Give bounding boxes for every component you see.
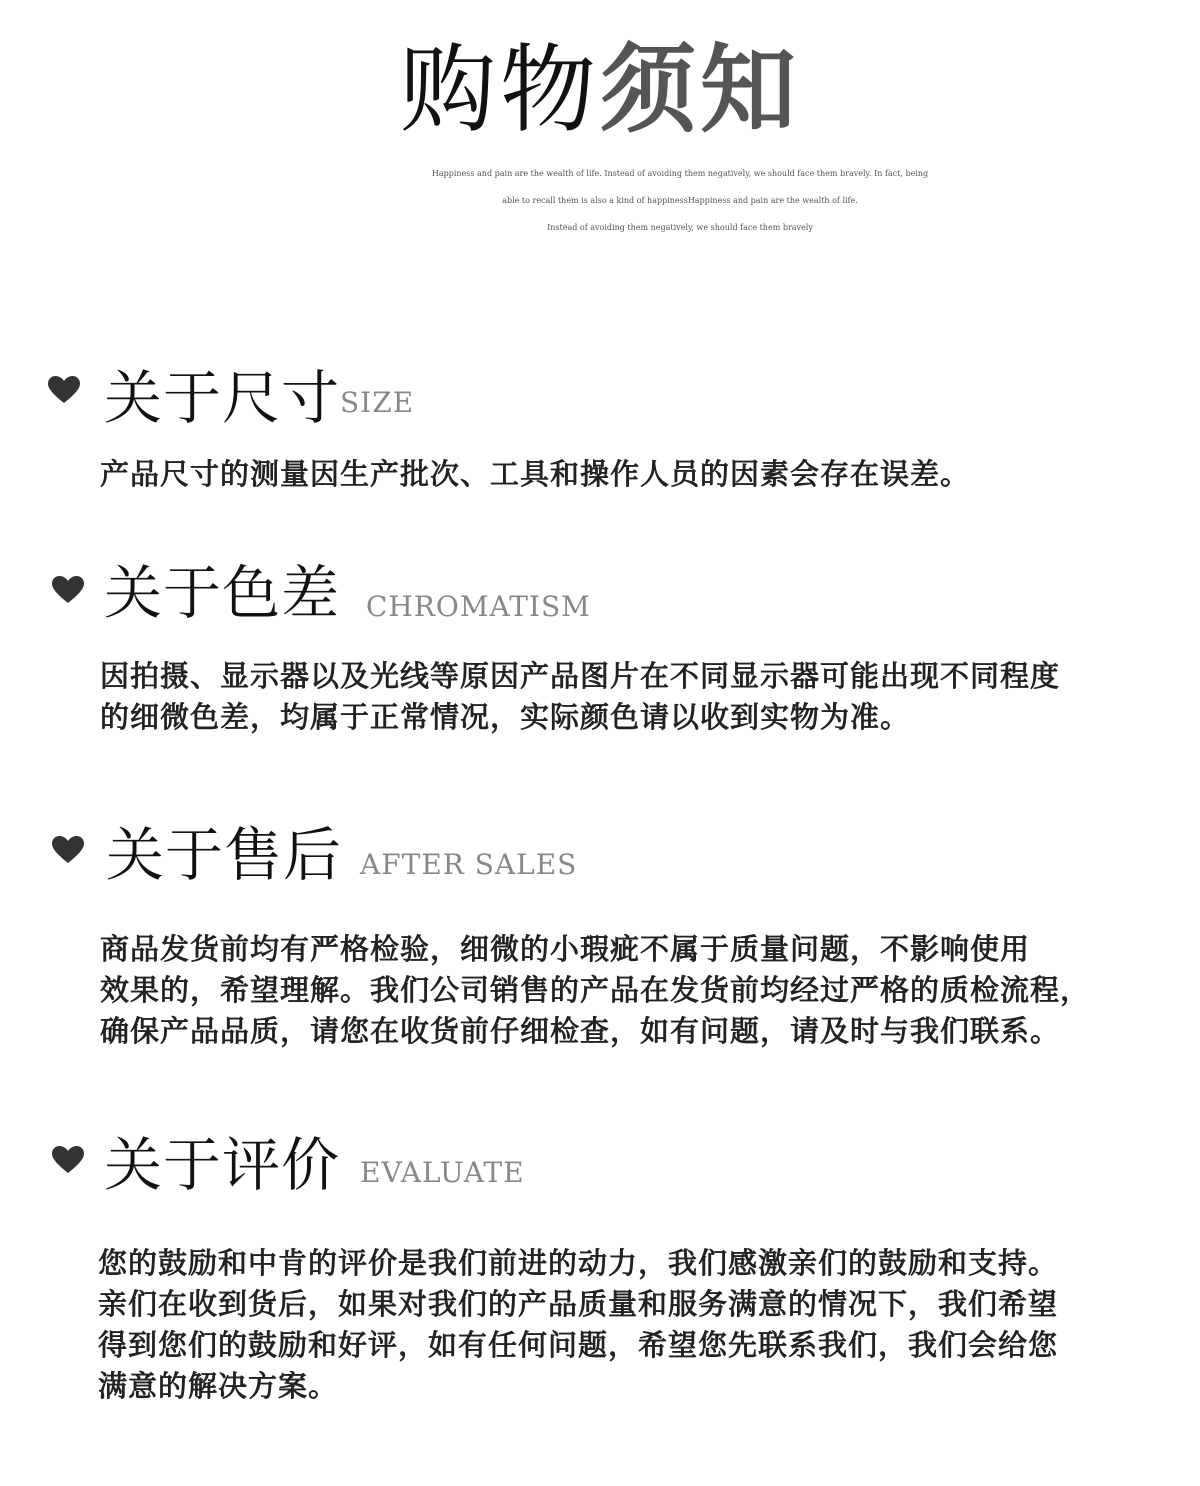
body-line: 您的鼓励和中肯的评价是我们前进的动力，我们感激亲们的鼓励和支持。	[98, 1246, 1059, 1280]
subtitle-line: Instead of avoiding them negatively, we should face them bravely	[547, 223, 813, 232]
subtitle-line: able to recall them is also a kind of happinessHappiness and pain are the wealth of life.	[502, 196, 858, 205]
body-line: 效果的，希望理解。我们公司销售的产品在发货前均经过严格的质检流程，	[100, 973, 1091, 1007]
section-body	[100, 454, 970, 495]
section-title-en: CHROMATISM	[366, 590, 591, 623]
section-title-cn: 关于色差	[104, 559, 341, 627]
page-title-part-2: 须知	[600, 34, 800, 146]
subtitle-line: Happiness and pain are the wealth of life. Instead of avoiding them negatively, we should face them bravely. In fact, being	[431, 169, 929, 178]
section-title-en: EVALUATE	[360, 1156, 525, 1189]
heart-icon	[52, 1146, 84, 1174]
page-title	[0, 30, 1200, 150]
body-line: 的细微色差，均属于正常情况，实际颜色请以收到实物为准。	[100, 700, 911, 734]
body-line: 亲们在收到货后，如果对我们的产品质量和服务满意的情况下，我们希望	[98, 1287, 1059, 1321]
section-body	[100, 929, 1090, 1052]
heart-icon	[52, 836, 84, 864]
section-title-en: SIZE	[340, 386, 415, 419]
body-line: 满意的解决方案。	[98, 1369, 339, 1403]
section-title-en: AFTER SALES	[360, 848, 578, 881]
body-line: 商品发货前均有严格检验，细微的小瑕疵不属于质量问题，不影响使用	[100, 932, 1031, 966]
section-body	[100, 656, 1060, 738]
page-title-part-1: 购物	[400, 34, 600, 146]
heart-icon	[52, 576, 84, 604]
body-line: 产品尺寸的测量因生产批次、工具和操作人员的因素会存在误差。	[100, 457, 971, 491]
body-line: 得到您们的鼓励和好评，如有任何问题，希望您先联系我们，我们会给您	[98, 1328, 1059, 1362]
section-title-cn: 关于评价	[104, 1131, 341, 1199]
heart-icon	[48, 376, 80, 404]
body-line: 确保产品品质，请您在收货前仔细检查，如有问题，请及时与我们联系。	[100, 1014, 1061, 1048]
page-header	[0, 0, 1200, 260]
section-title-cn: 关于尺寸	[104, 364, 341, 432]
section-body	[98, 1243, 1058, 1407]
body-line: 因拍摄、显示器以及光线等原因产品图片在不同显示器可能出现不同程度	[100, 659, 1061, 693]
section-title-cn: 关于售后	[106, 821, 343, 889]
